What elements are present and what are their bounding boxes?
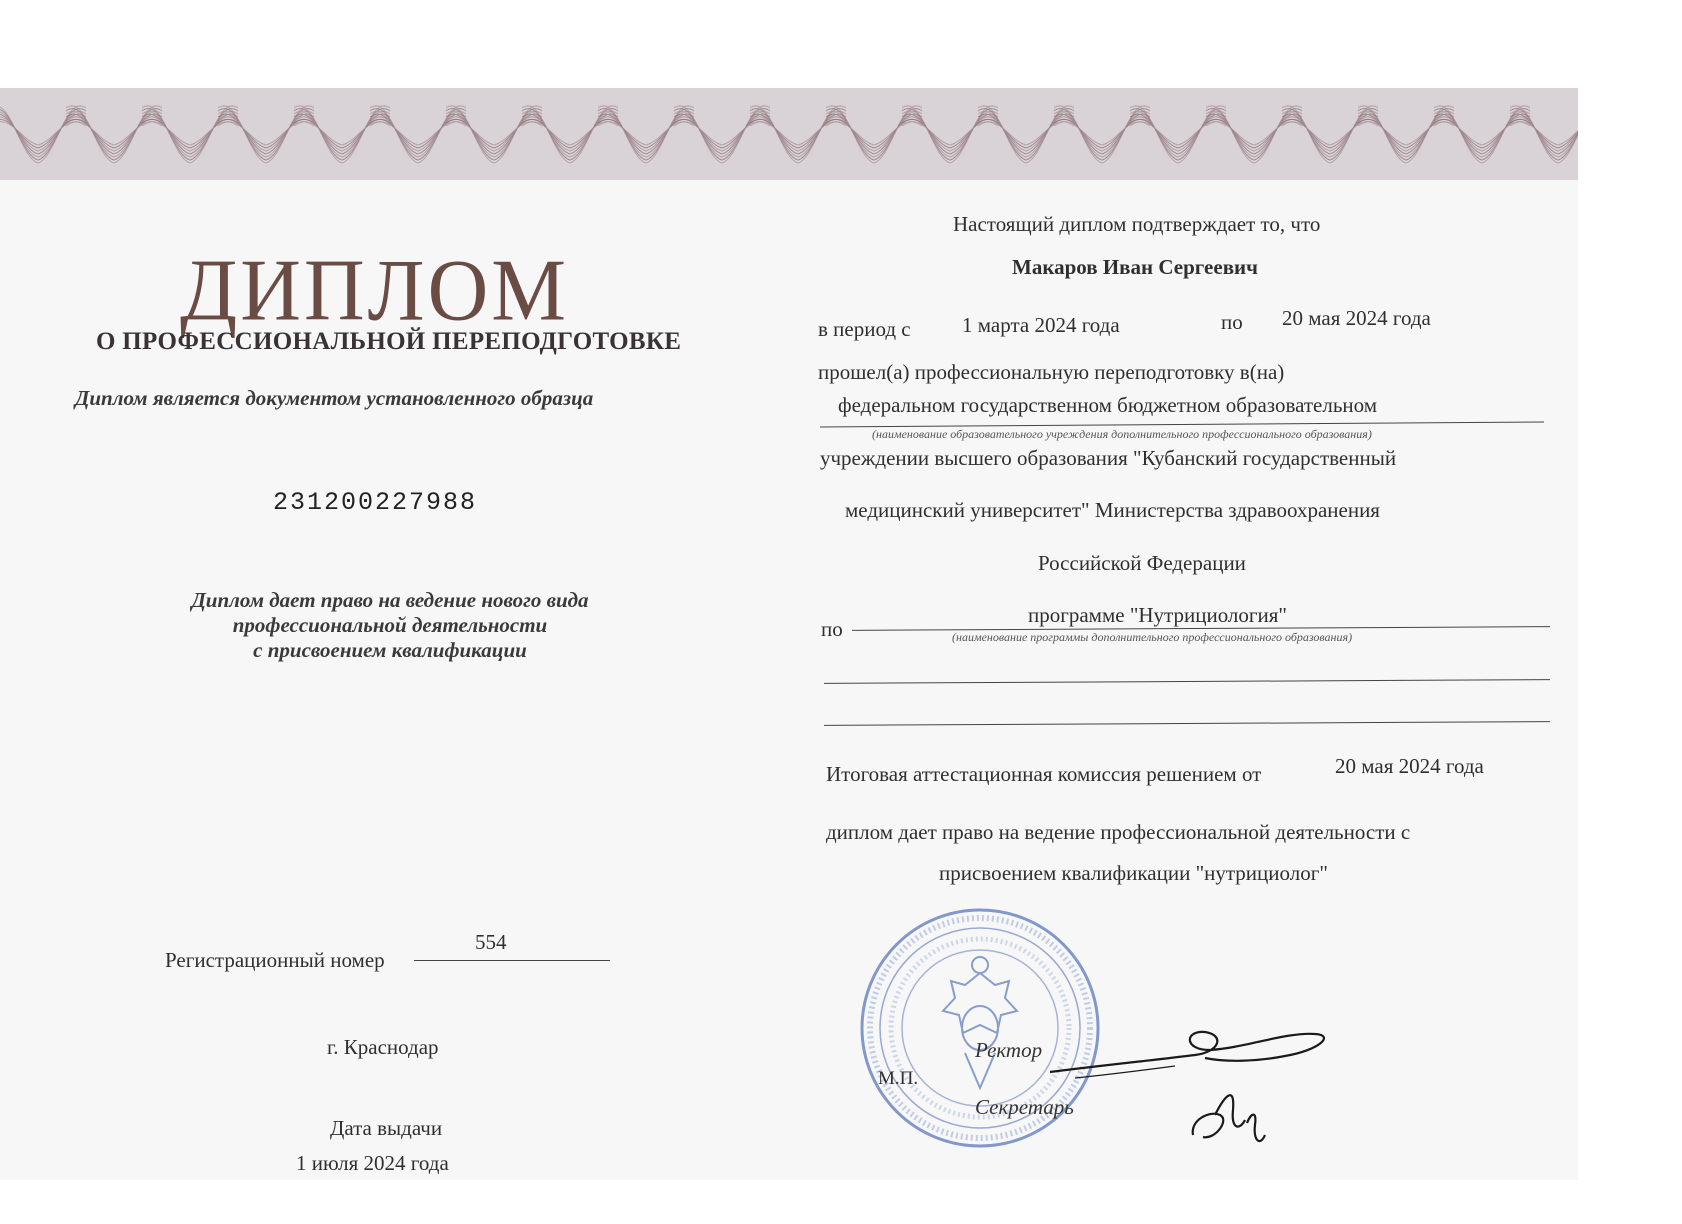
program-prefix: по (821, 617, 843, 641)
commission-date: 20 мая 2024 года (1335, 754, 1484, 778)
qualification-line-2: присвоением квалификации "нутрициолог" (939, 861, 1328, 885)
passed-text: прошел(а) профессиональную переподготовку в(на) (818, 360, 1285, 384)
city: г. Краснодар (327, 1035, 439, 1059)
institution-hint: (наименование образовательного учреждения дополнительного профессионального образования) (872, 427, 1372, 441)
institution-line-2: учреждении высшего образования "Кубанский государственный (820, 446, 1397, 470)
commission-text: Итоговая аттестационная комиссия решением от (826, 762, 1262, 786)
diploma-title: ДИПЛОМ (180, 241, 569, 340)
guilloche-motif (1510, 106, 1578, 163)
guilloche-pattern (0, 88, 1578, 180)
rights-line-2: профессиональной деятельности (232, 613, 548, 637)
secretary-label: Секретарь (975, 1095, 1074, 1119)
institution-line-3: медицинский университет" Министерства здравоохранения (845, 498, 1380, 522)
qualification-line-1: диплом дает право на ведение профессиональной деятельности с (826, 820, 1411, 844)
institution-line-4: Российской Федерации (1038, 551, 1246, 575)
rights-line-1: Диплом дает право на ведение нового вида (191, 588, 589, 612)
period-to: по (1221, 310, 1243, 334)
period-label: в период с (818, 317, 911, 341)
registration-underline (414, 960, 610, 961)
confirmation-text: Настоящий диплом подтверждает то, что (953, 212, 1321, 236)
mp-label: М.П. (878, 1068, 919, 1089)
diploma-subtitle: О ПРОФЕССИОНАЛЬНОЙ ПЕРЕПОДГОТОВКЕ (96, 328, 682, 355)
period-end: 20 мая 2024 года (1282, 306, 1431, 330)
issue-date: 1 июля 2024 года (296, 1151, 449, 1175)
secretary-signature (1185, 1075, 1275, 1155)
institution-line-1: федеральном государственном бюджетном образовательном (838, 393, 1378, 417)
official-document-note: Диплом является документом установленного образца (75, 386, 594, 410)
guilloche-band (0, 88, 1578, 180)
serial-number: 231200227988 (273, 488, 478, 517)
program-name: программе "Нутрициология" (1028, 603, 1287, 627)
registration-number: 554 (475, 930, 507, 954)
period-start: 1 марта 2024 года (962, 313, 1120, 337)
rights-line-3: с присвоением квалификации (253, 638, 527, 662)
issue-date-label: Дата выдачи (330, 1116, 443, 1140)
person-name: Макаров Иван Сергеевич (1012, 255, 1258, 279)
registration-label: Регистрационный номер (165, 948, 385, 972)
rights-statement (140, 588, 640, 663)
program-hint: (наименование программы дополнительного профессионального образования) (952, 630, 1353, 644)
rector-label: Ректор (975, 1038, 1043, 1062)
